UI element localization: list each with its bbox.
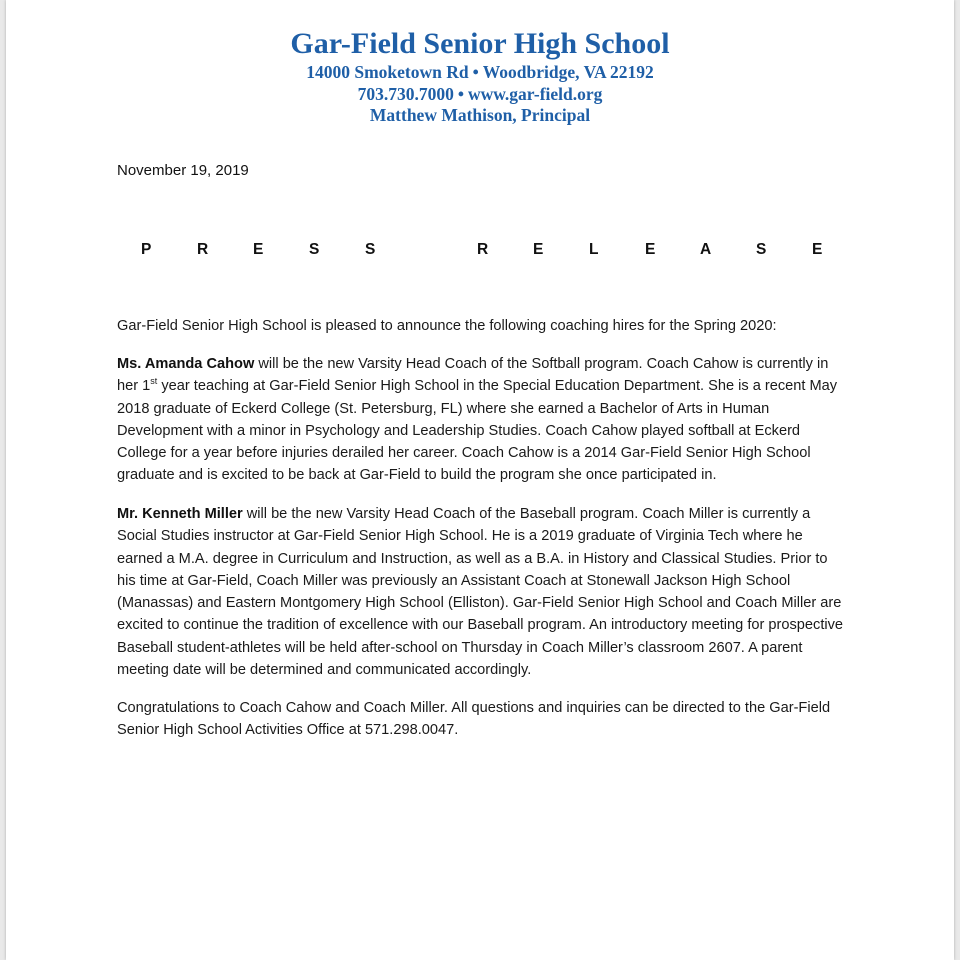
bullet-icon: • xyxy=(457,83,464,104)
principal-line: Matthew Mathison, Principal xyxy=(369,105,591,125)
heading-letter: S xyxy=(309,241,320,258)
contact-line xyxy=(0,84,960,106)
paragraph-text: year teaching at Gar-Field Senior High School in the Special Education Department. She is a recent May 2018 graduate of Eckerd College (St. Petersburg, FL) where she earned a Bachelor of Arts in Human Development with a minor in Psychology and Leadership Studies. Coach Cahow played softball at Eckerd College for a year before injuries derailed her career. Coach Cahow is a 2014 Gar-Field Senior High School graduate and is excited to be back at Gar-Field to build the program she once participated in. xyxy=(117,378,838,484)
bullet-icon: • xyxy=(472,62,479,82)
letterhead xyxy=(0,26,960,127)
heading-letter: R xyxy=(477,241,489,258)
intro-paragraph: Gar-Field Senior High School is pleased to announce the following coaching hires for the Spring 2020: xyxy=(117,318,777,334)
address-city: Woodbridge, VA 22192 xyxy=(482,62,654,82)
release-date: November 19, 2019 xyxy=(117,162,249,179)
miller-paragraph xyxy=(117,503,847,681)
heading-letter: S xyxy=(756,241,767,258)
heading-letter: S xyxy=(365,241,376,258)
website-link[interactable]: www.gar-field.org xyxy=(467,83,603,104)
press-release-heading xyxy=(0,241,960,261)
heading-letter: A xyxy=(700,241,712,258)
heading-letter: E xyxy=(253,241,264,258)
address-street: 14000 Smoketown Rd xyxy=(306,62,469,82)
paragraph-text: will be the new Varsity Head Coach of the Baseball program. Coach Miller is currently a Social Studies instructor at Gar-Field Senior High School. He is a 2019 graduate of Virginia Tech where he earned a M.A. degree in Curriculum and Instruction, as well as a B.A. in History and Classical Studies. Prior to his time at Gar-Field, Coach Miller was previously an Assistant Coach at Stonewall Jackson High School (Manassas) and Eastern Montgomery High School (Elliston). Gar-Field Senior High School and Coach Miller are excited to continue the tradition of excellence with our Baseball program. An introductory meeting for prospective Baseball student-athletes will be held after-school on Thursday in Coach Miller’s classroom 2607. A parent meeting date will be determined and communicated accordingly. xyxy=(117,506,844,679)
heading-letter: E xyxy=(645,241,656,258)
ordinal-suffix: st xyxy=(150,376,158,387)
ordinal-number: 1 xyxy=(142,378,151,395)
coach-name: Ms. Amanda Cahow xyxy=(117,356,255,372)
coach-name: Mr. Kenneth Miller xyxy=(117,506,243,522)
paragraph-text: will be the new Varsity Head Coach of the Softball program. Coach Cahow is currently in her xyxy=(117,356,829,395)
heading-letter: E xyxy=(533,241,544,258)
heading-letter: P xyxy=(141,241,152,258)
heading-letter: L xyxy=(589,241,599,258)
heading-letter: R xyxy=(197,241,209,258)
phone-number: 703.730.7000 xyxy=(357,83,454,104)
cahow-paragraph xyxy=(117,353,847,487)
heading-letter: E xyxy=(812,241,823,258)
address-line xyxy=(0,62,960,84)
school-name: Gar-Field Senior High School xyxy=(290,27,670,60)
congrats-paragraph: Congratulations to Coach Cahow and Coach Miller. All questions and inquiries can be directed to the Gar-Field Senior High School Activities Office at 571.298.0047. xyxy=(117,700,831,739)
